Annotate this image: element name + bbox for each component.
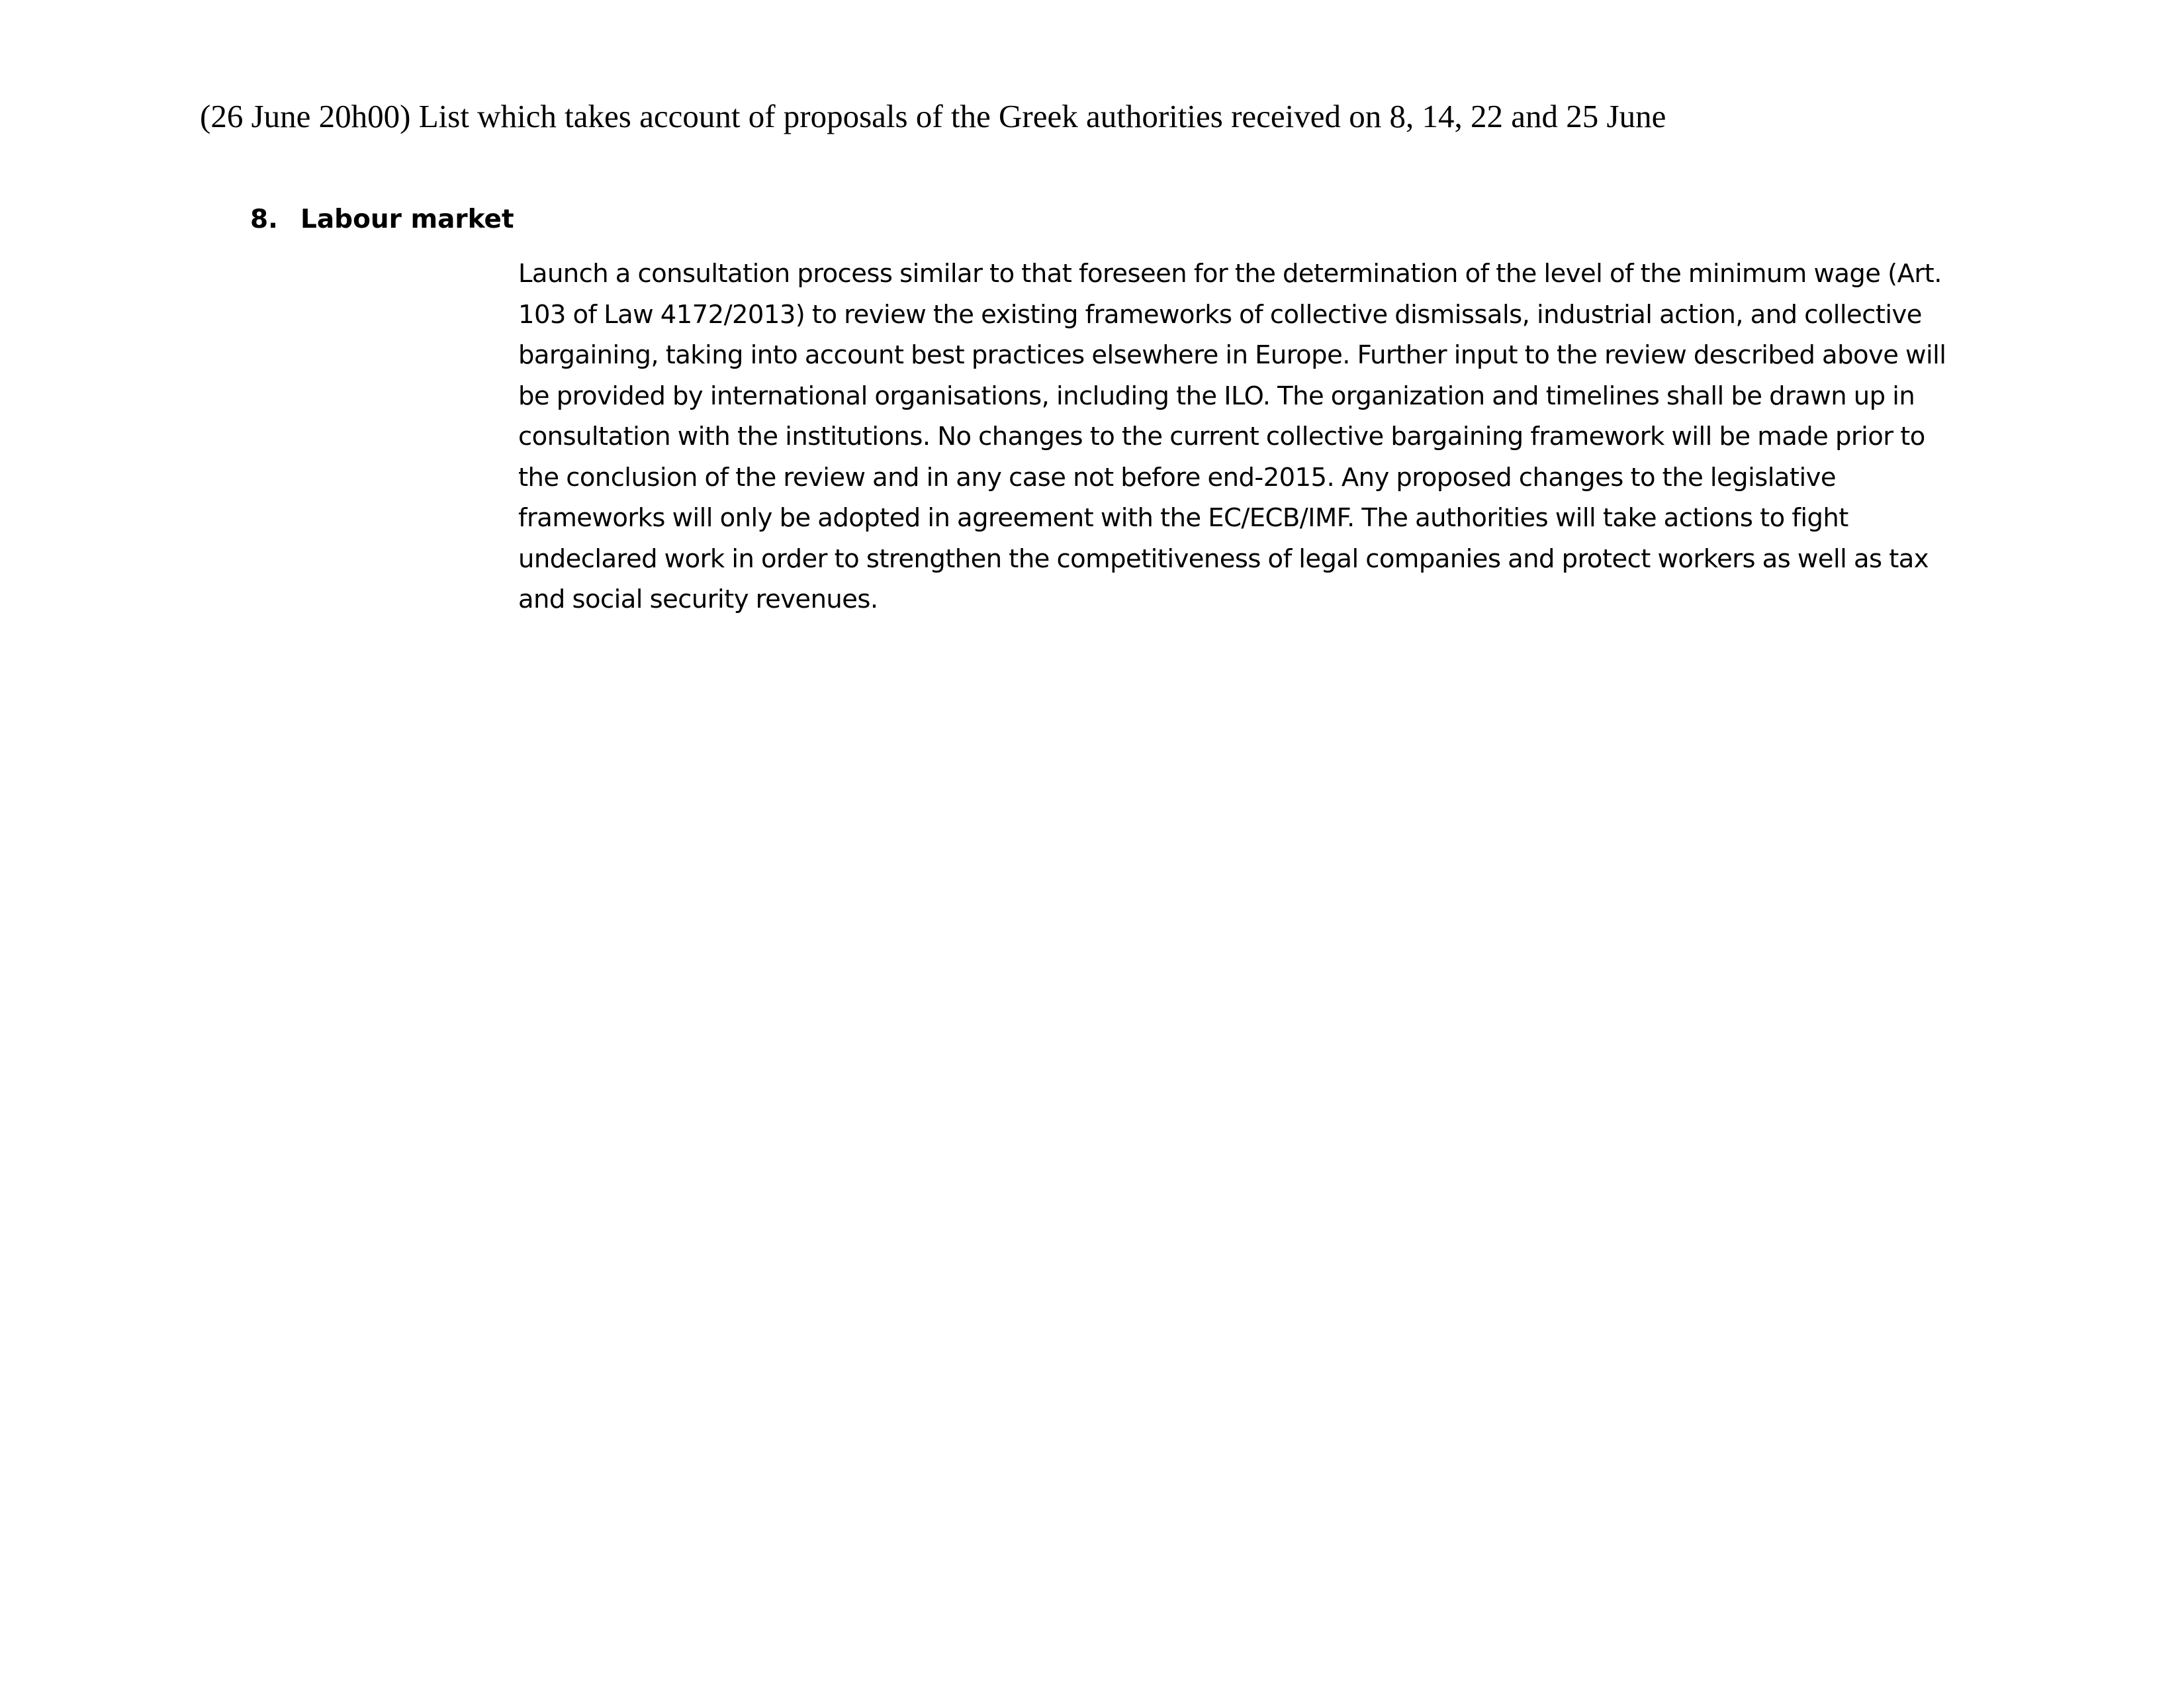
section-number: 8. xyxy=(250,205,278,234)
section-heading xyxy=(250,201,514,238)
section-body-paragraph: Launch a consultation process similar to that foreseen for the determination of the level of the minimum wage (Art. 103 of Law 4172/2013) to review the existing frameworks of collective dismissals, industrial action, and collective bargaining, taking into account best practices elsewhere in Europe. Further input to the review described above will be provided by international organisations, including the ILO. The organization and timelines shall be drawn up in consultation with the institutions. No changes to the current collective bargaining framework will be made prior to the conclusion of the review and in any case not before end-2015. Any proposed changes to the legislative frameworks will only be adopted in agreement with the EC/ECB/IMF. The authorities will take actions to fight undeclared work in order to strengthen the competitiveness of legal companies and protect workers as well as tax and social security revenues. xyxy=(518,259,1946,614)
section-title: Labour market xyxy=(300,205,514,234)
document-header: (26 June 20h00) List which takes account of proposals of the Greek authorities received on 8, 14, 22 and 25 June xyxy=(200,98,1666,134)
